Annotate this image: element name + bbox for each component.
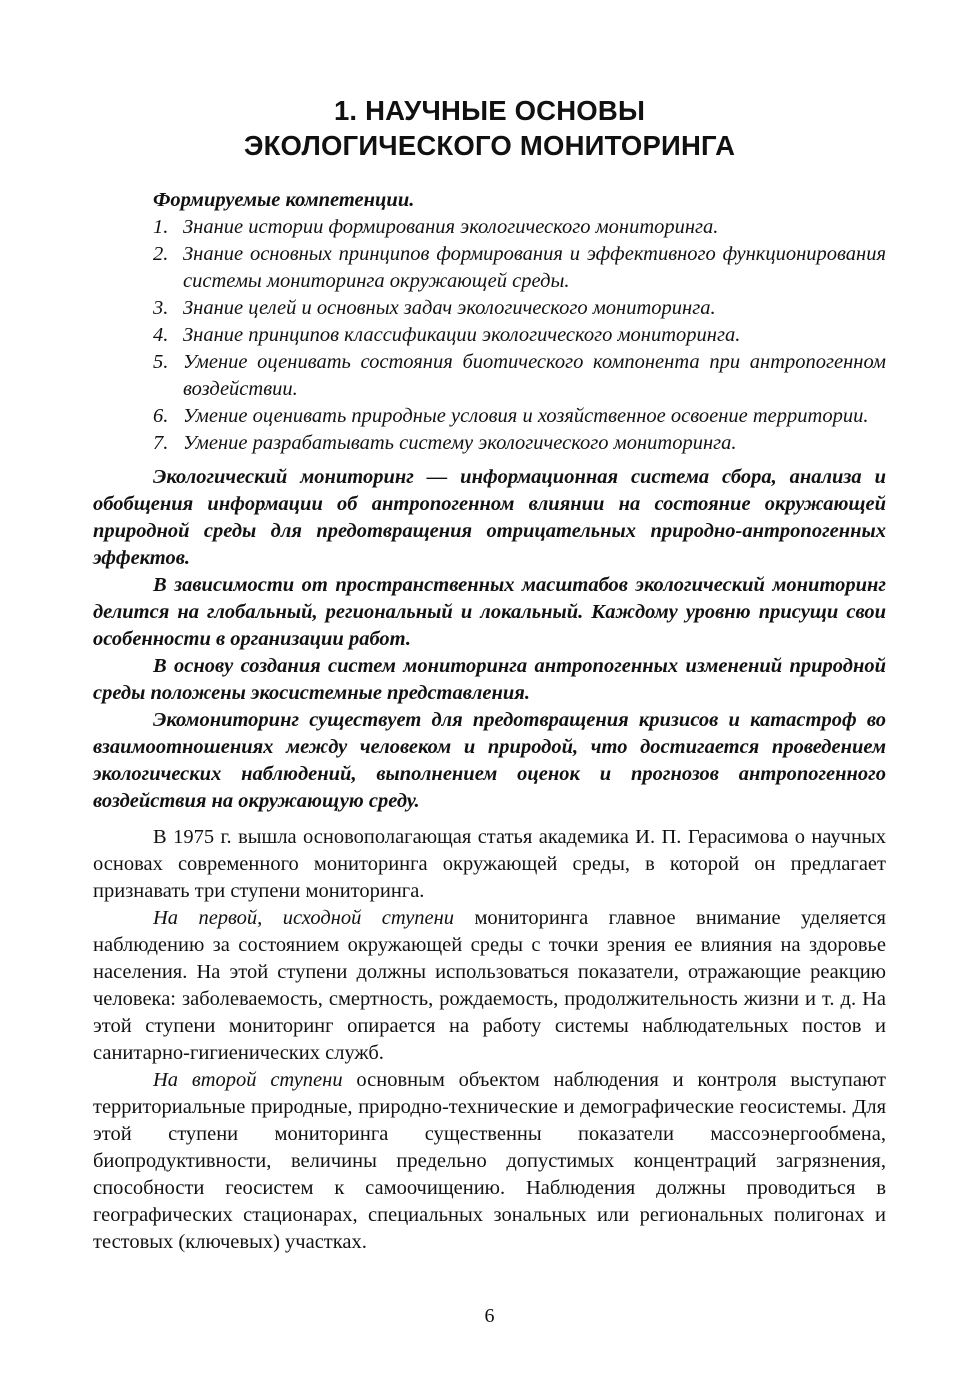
competence-item [93, 403, 886, 430]
competence-number: 6. [153, 405, 169, 427]
competence-number: 3. [153, 297, 169, 319]
competence-number: 7. [153, 432, 169, 454]
competence-text: Знание целей и основных задач экологического мониторинга. [183, 297, 716, 319]
competence-text: Умение разрабатывать систему экологического мониторинга. [183, 432, 737, 454]
competence-number: 1. [153, 216, 169, 238]
competence-text: Знание истории формирования экологического мониторинга. [183, 216, 719, 238]
page-number: 6 [484, 1305, 495, 1327]
competence-text: Умение оценивать состояния биотического компонента при антропогенном воздействии. [183, 351, 886, 400]
competence-item [93, 241, 886, 295]
body-paragraph-text: мониторинга главное внимание уделяется наблюдению за состоянием окружающей среды с точки зрения ее влияния на здоровье населения. На этой ступени должны использоваться показатели, отражающие реакцию человека: заболеваемость, смертность, рождаемость, продолжительность жизни и т. д. На этой ступени мониторинг опирается на работу системы наблюдательных постов и санитарно-гигиенических служб. [93, 907, 886, 1064]
definition-paragraph: В основу создания систем мониторинга антропогенных изменений природной среды положены экосистемные представления. [93, 655, 886, 704]
competence-item [93, 322, 886, 349]
competence-text: Знание принципов классификации экологического мониторинга. [183, 324, 741, 346]
body-paragraph-text: основным объектом наблюдения и контроля выступают территориальные природные, природно-технические и демографические геосистемы. Для этой ступени мониторинга существенны показатели массоэнергообмена, биопродуктивности, величины предельно допустимых концентраций загрязнения, способности геосистем к самоочищению. Наблюдения должны проводиться в географических стационарах, специальных зональных или региональных полигонах и тестовых (ключевых) участках. [93, 1069, 886, 1253]
competence-item [93, 430, 886, 457]
competence-number: 4. [153, 324, 169, 346]
emphasis-first-stage: На первой, исходной ступени [153, 907, 455, 929]
body-paragraph [93, 1067, 886, 1256]
competence-item [93, 295, 886, 322]
competences-section [93, 187, 886, 457]
competence-number: 2. [153, 243, 169, 265]
chapter-title-line-2: ЭКОЛОГИЧЕСКОГО МОНИТОРИНГА [243, 130, 736, 161]
body-paragraph: В 1975 г. вышла основополагающая статья академика И. П. Герасимова о научных основах современного мониторинга окружающей среды, в которой он предлагает признавать три ступени мониторинга. [93, 826, 886, 902]
chapter-title [93, 93, 886, 163]
definition-paragraph: Экологический мониторинг — информационная система сбора, анализа и обобщения информации об антропогенном влиянии на состояние окружающей природной среды для предотвращения отрицательных природно-антропогенных эффектов. [93, 466, 886, 569]
competence-number: 5. [153, 351, 169, 373]
competence-item [93, 349, 886, 403]
key-definitions [93, 464, 886, 815]
competence-text: Знание основных принципов формирования и эффективного функционирования системы мониторинга окружающей среды. [183, 243, 886, 292]
emphasis-second-stage: На второй ступени [153, 1069, 343, 1091]
definition-paragraph: В зависимости от пространственных масштабов экологический мониторинг делится на глобальный, региональный и локальный. Каждому уровню присущи свои особенности в организации работ. [93, 574, 886, 650]
competence-text: Умение оценивать природные условия и хозяйственное освоение территории. [183, 405, 869, 427]
chapter-title-line-1: 1. НАУЧНЫЕ ОСНОВЫ [333, 95, 646, 126]
body-text [93, 824, 886, 1256]
competences-heading: Формируемые компетенции. [153, 189, 415, 211]
page [93, 0, 886, 1386]
body-paragraph [93, 905, 886, 1067]
competences-list [93, 214, 886, 457]
competence-item [93, 214, 886, 241]
definition-paragraph: Экомониторинг существует для предотвращения кризисов и катастроф во взаимоотношениях между человеком и природой, что достигается проведением экологических наблюдений, выполнением оценок и прогнозов антропогенного воздействия на окружающую среду. [93, 709, 886, 812]
